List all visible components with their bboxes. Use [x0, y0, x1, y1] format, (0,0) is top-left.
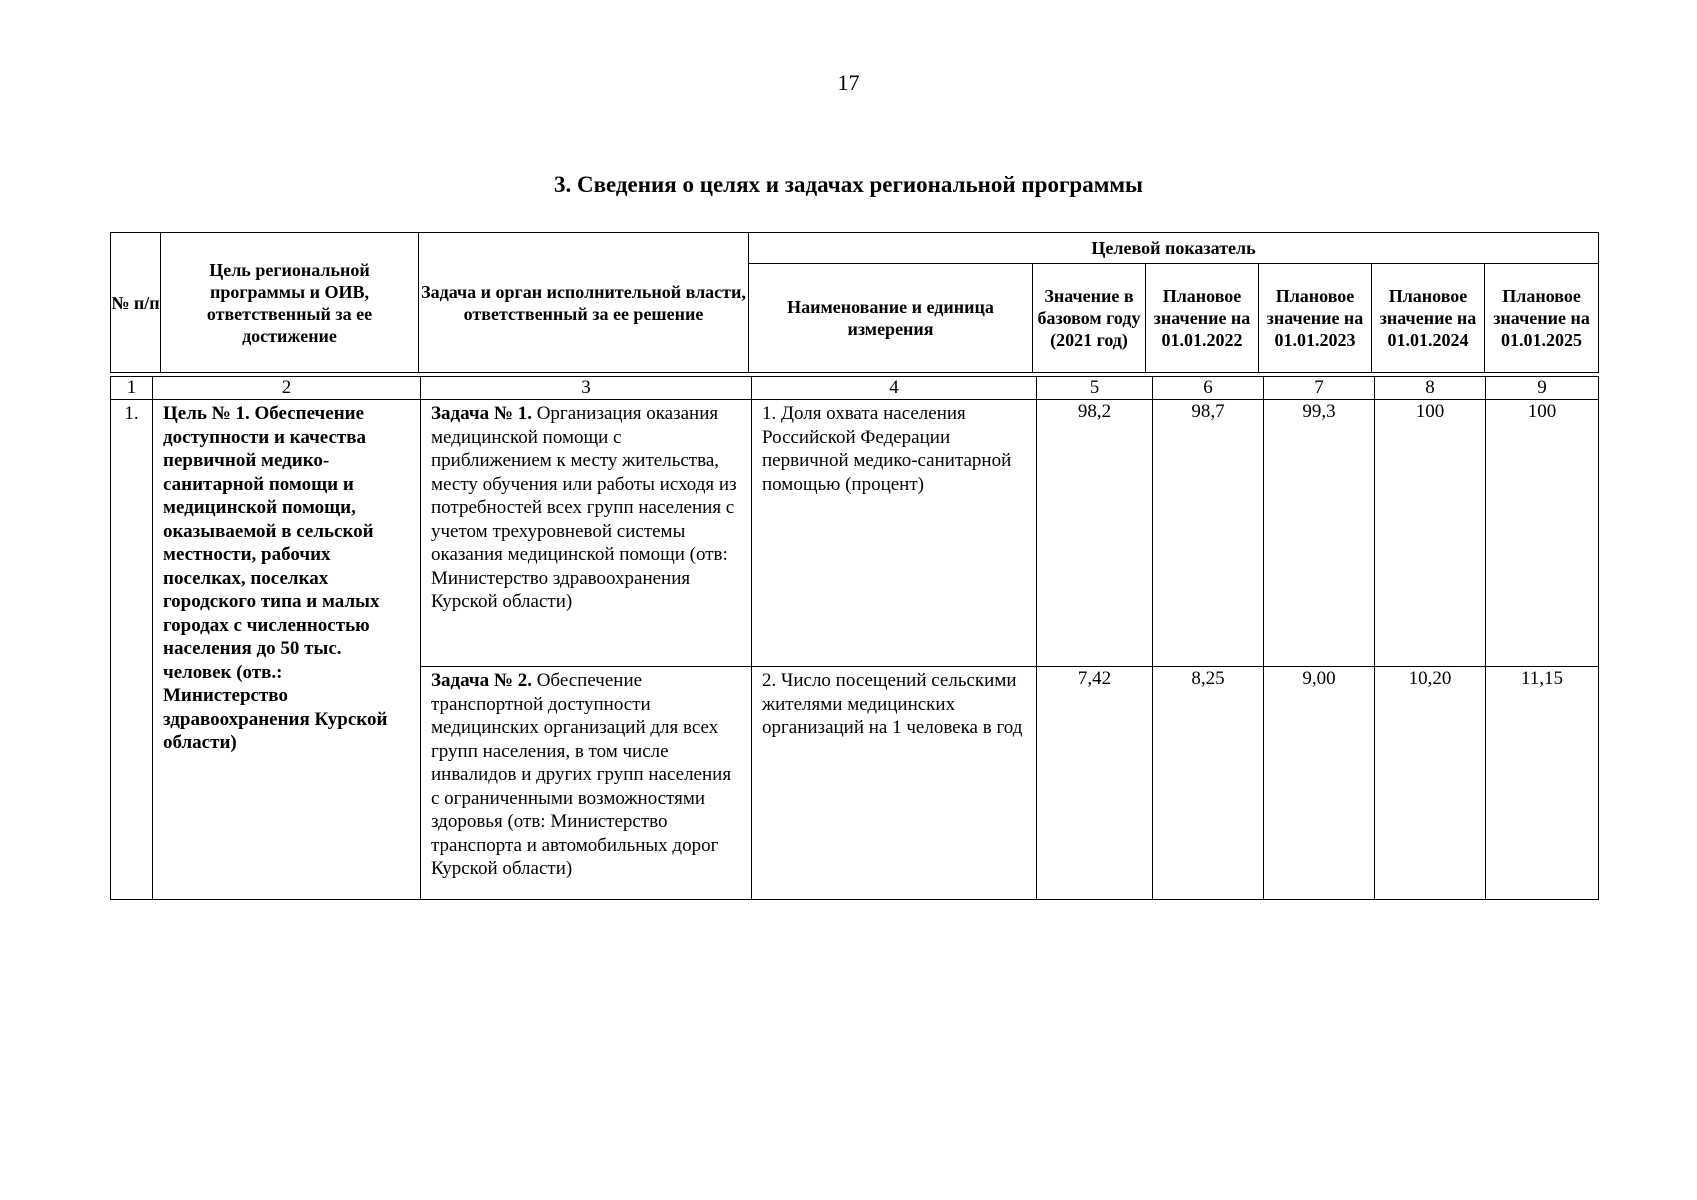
header-plan-2024: Плановое значение на 01.01.2024 — [1372, 264, 1485, 373]
header-num: № п/п — [111, 233, 161, 373]
plan-2023-cell: 99,3 — [1264, 400, 1375, 667]
header-task: Задача и орган исполнительной власти, ответственный за ее решение — [419, 233, 749, 373]
task-cell — [421, 667, 752, 900]
task-text: Организация оказания медицинской помощи с приближением к месту жительства, месту обучения или работы исходя из потребностей всех групп населения с учетом трехуровневой системы оказания медицинской помощи (отв: Министерство здравоохранения Курской области) — [431, 403, 737, 612]
column-number: 3 — [421, 377, 752, 400]
task-label: Задача № 1. — [431, 403, 532, 424]
task-cell — [421, 400, 752, 667]
plan-2022-cell: 98,7 — [1153, 400, 1264, 667]
column-number: 2 — [153, 377, 421, 400]
plan-2025-cell: 11,15 — [1486, 667, 1599, 900]
header-base-value: Значение в базовом году (2021 год) — [1033, 264, 1146, 373]
task-text: Обеспечение транспортной доступности медицинских организаций для всех групп населения, в том числе инвалидов и других групп населения с ограниченными возможностями здоровья (отв: Министерство транспорта и автомобильных дорог Курской области) — [431, 670, 732, 879]
column-number: 4 — [752, 377, 1037, 400]
header-plan-2025: Плановое значение на 01.01.2025 — [1485, 264, 1599, 373]
header-target-indicator: Целевой показатель — [749, 233, 1599, 264]
table-header — [110, 232, 1599, 373]
header-goal: Цель региональной программы и ОИВ, ответственный за ее достижение — [161, 233, 419, 373]
column-number: 9 — [1486, 377, 1599, 400]
column-number-row — [111, 377, 1599, 400]
indicator-cell: 1. Доля охвата населения Российской Федерации первичной медико-санитарной помощью (процент) — [752, 400, 1037, 667]
plan-2022-cell: 8,25 — [1153, 667, 1264, 900]
indicator-cell: 2. Число посещений сельскими жителями медицинских организаций на 1 человека в год — [752, 667, 1037, 900]
column-number: 8 — [1375, 377, 1486, 400]
plan-2024-cell: 10,20 — [1375, 667, 1486, 900]
base-value-cell: 7,42 — [1037, 667, 1153, 900]
row-number: 1. — [111, 400, 153, 900]
base-value-cell: 98,2 — [1037, 400, 1153, 667]
plan-2025-cell: 100 — [1486, 400, 1599, 667]
column-number: 7 — [1264, 377, 1375, 400]
column-number: 1 — [111, 377, 153, 400]
table-row — [111, 400, 1599, 667]
plan-2023-cell: 9,00 — [1264, 667, 1375, 900]
goal-cell: Цель № 1. Обеспечение доступности и качества первичной медико-санитарной помощи и медицинской помощи, оказываемой в сельской местности, рабочих поселках, поселках городского типа и малых городах с численностью населения до 50 тыс. человек (отв.: Министерство здравоохранения Курской области) — [153, 400, 421, 900]
plan-2024-cell: 100 — [1375, 400, 1486, 667]
column-number: 6 — [1153, 377, 1264, 400]
page-number: 17 — [837, 70, 860, 95]
column-number: 5 — [1037, 377, 1153, 400]
section-title: 3. Сведения о целях и задачах региональной программы — [553, 172, 1143, 197]
goals-table — [110, 376, 1599, 900]
task-label: Задача № 2. — [431, 670, 532, 691]
header-plan-2023: Плановое значение на 01.01.2023 — [1259, 264, 1372, 373]
header-indicator-name: Наименование и единица измерения — [749, 264, 1033, 373]
header-plan-2022: Плановое значение на 01.01.2022 — [1146, 264, 1259, 373]
